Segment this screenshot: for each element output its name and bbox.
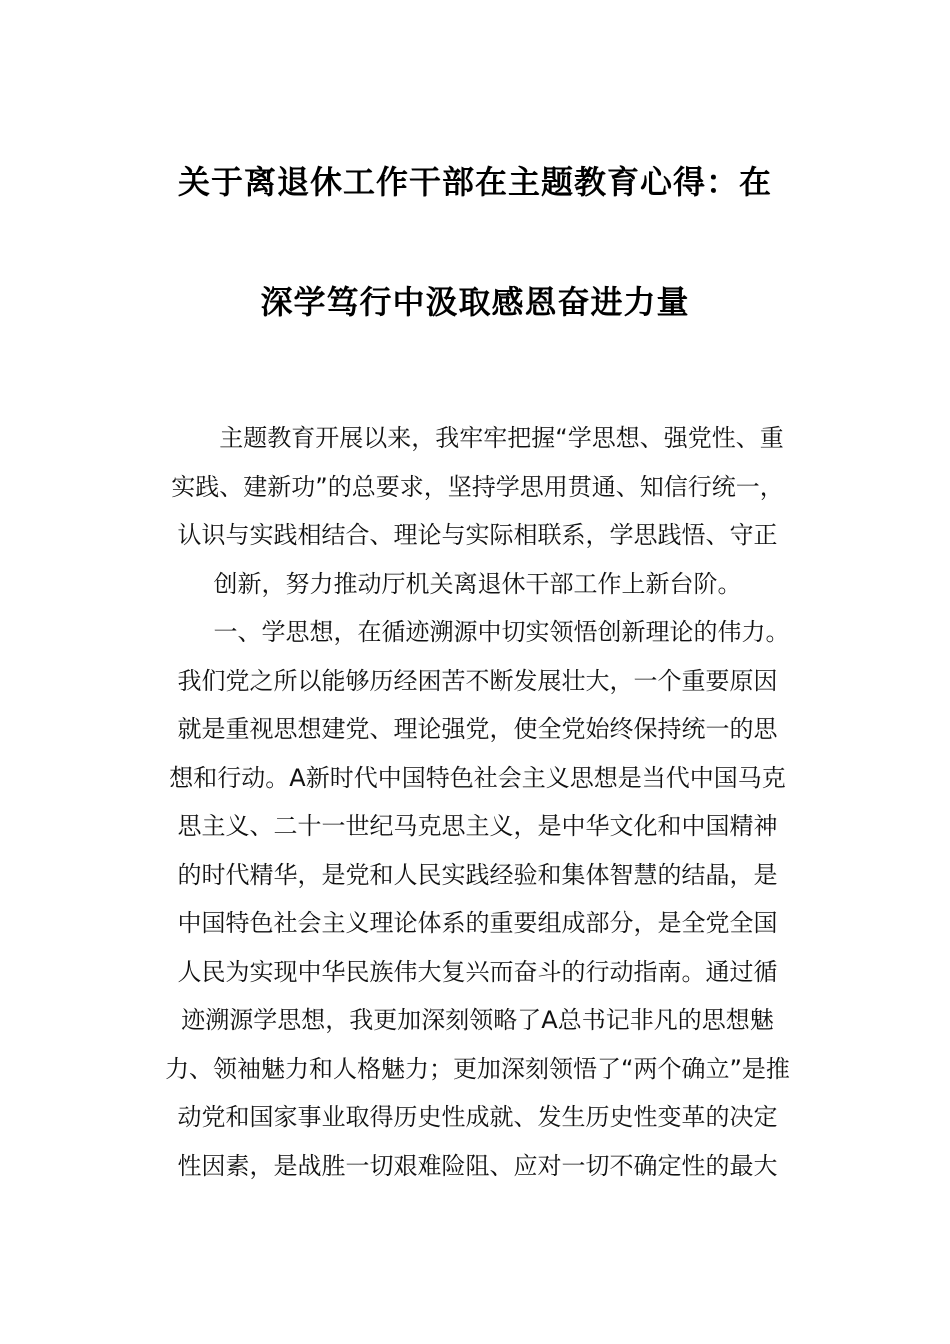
paragraph-line: 的时代精华，是党和人民实践经验和集体智慧的结晶，是 <box>177 860 778 889</box>
document-title-line-2: 深学笃行中汲取感恩奋进力量 <box>260 283 690 321</box>
paragraph-line: 中国特色社会主义理论体系的重要组成部分，是全党全国 <box>177 909 778 937</box>
paragraph-line: 力、领袖魅力和人格魅力；更加深刻领悟了“两个确立”是推 <box>165 1054 790 1083</box>
document-title-line-1: 关于离退休工作干部在主题教育心得：在 <box>177 163 772 201</box>
paragraph-line: 主题教育开展以来，我牢牢把握“学思想、强党性、重 <box>219 424 784 452</box>
paragraph-line: 迹溯源学思想，我更加深刻领略了A总书记非凡的思想魅 <box>181 1006 774 1034</box>
paragraph-line: 实践、建新功”的总要求，坚持学思用贯通、知信行统一， <box>171 472 784 501</box>
paragraph-line: 认识与实践相结合、理论与实际相联系，学思践悟、守正 <box>177 521 778 549</box>
paragraph-line: 一、学思想，在循迹溯源中切实领悟创新理论的伟力。 <box>213 618 790 646</box>
paragraph-line: 想和行动。A新时代中国特色社会主义思想是当代中国马克 <box>169 763 786 792</box>
paragraph-line: 性因素，是战胜一切艰难险阻、应对一切不确定性的最大 <box>177 1151 778 1180</box>
paragraph-line: 动党和国家事业取得历史性成就、发生历史性变革的决定 <box>177 1103 778 1131</box>
paragraph-line: 就是重视思想建党、理论强党，使全党始终保持统一的思 <box>177 715 778 743</box>
paragraph-line: 思主义、二十一世纪马克思主义，是中华文化和中国精神 <box>177 812 778 840</box>
paragraph-line: 人民为实现中华民族伟大复兴而奋斗的行动指南。通过循 <box>177 957 778 986</box>
paragraph-section-1 <box>145 608 810 1190</box>
paragraph-line: 创新，努力推动厅机关离退休干部工作上新台阶。 <box>213 569 742 598</box>
paragraph-line: 我们党之所以能够历经困苦不断发展壮大，一个重要原因 <box>177 666 778 695</box>
paragraph-intro <box>145 414 810 608</box>
